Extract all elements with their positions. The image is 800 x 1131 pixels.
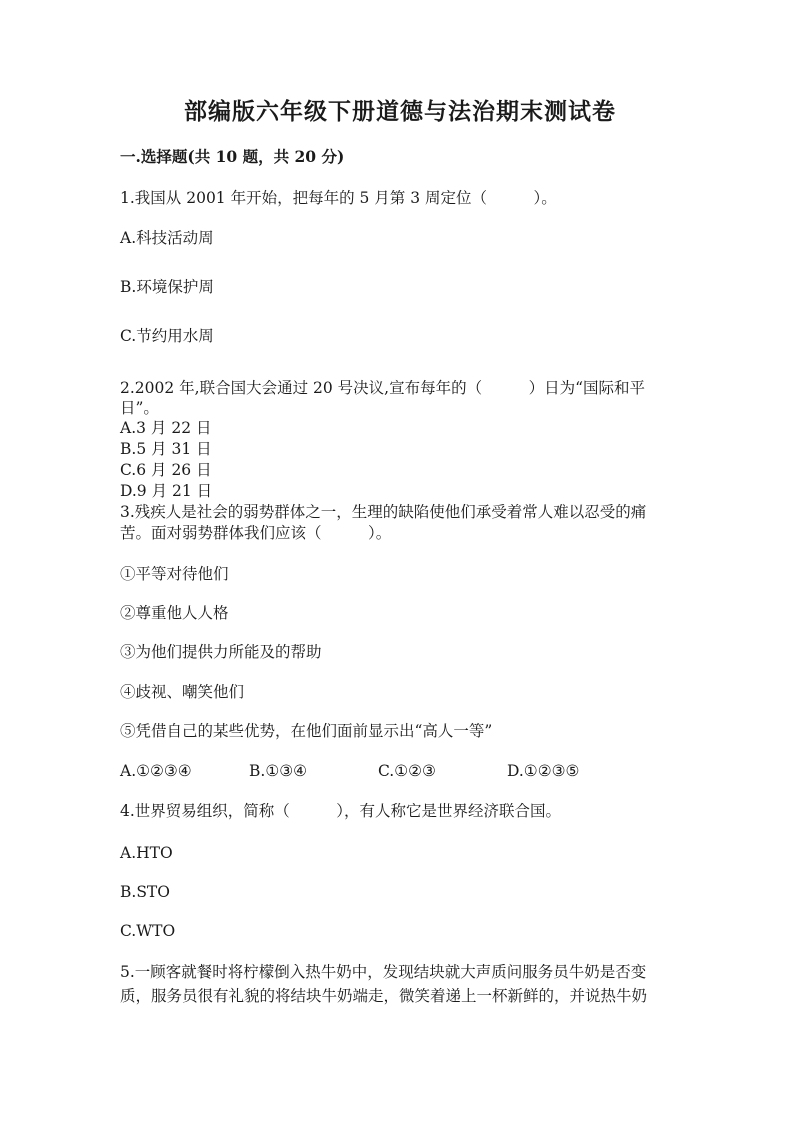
question-3-item-2: ②尊重他人人格: [120, 604, 229, 622]
question-5-stem-line-1: 5.一顾客就餐时将柠檬倒入热牛奶中，发现结块就大声质问服务员牛奶是否变: [120, 963, 647, 981]
question-2-option-b: B.5 月 31 日: [120, 440, 212, 458]
section-heading: 一.选择题(共 10 题，共 20 分): [120, 147, 345, 166]
question-2-stem-line-2: 日”。: [120, 399, 159, 417]
question-3-option-b: B.①③④: [249, 762, 308, 780]
question-3-option-a: A.①②③④: [120, 762, 192, 780]
question-2-option-d: D.9 月 21 日: [120, 482, 213, 500]
question-5-stem-line-2: 质，服务员很有礼貌的将结块牛奶端走，微笑着递上一杯新鲜的，并说热牛奶: [120, 987, 648, 1005]
question-4-option-c: C.WTO: [120, 922, 176, 940]
question-2-option-a: A.3 月 22 日: [120, 419, 212, 437]
question-3-stem-line-1: 3.残疾人是社会的弱势群体之一，生理的缺陷使他们承受着常人难以忍受的痛: [120, 503, 647, 521]
question-3-option-d: D.①②③⑤: [507, 762, 580, 780]
question-2-option-c: C.6 月 26 日: [120, 461, 212, 479]
question-1-option-b: B.环境保护周: [120, 278, 214, 296]
question-3-item-3: ③为他们提供力所能及的帮助: [120, 643, 322, 661]
question-3-option-c: C.①②③: [378, 762, 436, 780]
question-1-option-a: A.科技活动周: [120, 229, 214, 247]
question-3-item-4: ④歧视、嘲笑他们: [120, 683, 245, 701]
question-3-item-5: ⑤凭借自己的某些优势，在他们面前显示出“高人一等”: [120, 722, 493, 740]
question-3-options: [120, 761, 695, 782]
question-3-item-1: ①平等对待他们: [120, 565, 229, 583]
question-4-option-a: A.HTO: [120, 844, 173, 862]
question-2-stem-line-1: 2.2002 年,联合国大会通过 20 号决议,宣布每年的（ ）日为“国际和平: [120, 379, 646, 397]
question-3-stem-line-2: 苦。面对弱势群体我们应该（ ）。: [120, 524, 392, 542]
question-4-option-b: B.STO: [120, 883, 170, 901]
question-4-stem: 4.世界贸易组织，简称（ ），有人称它是世界经济联合国。: [120, 802, 562, 820]
question-1-option-c: C.节约用水周: [120, 327, 214, 345]
page-title: 部编版六年级下册道德与法治期末测试卷: [184, 98, 616, 125]
question-1-stem: 1.我国从 2001 年开始，把每年的 5 月第 3 周定位（ ）。: [120, 189, 557, 207]
